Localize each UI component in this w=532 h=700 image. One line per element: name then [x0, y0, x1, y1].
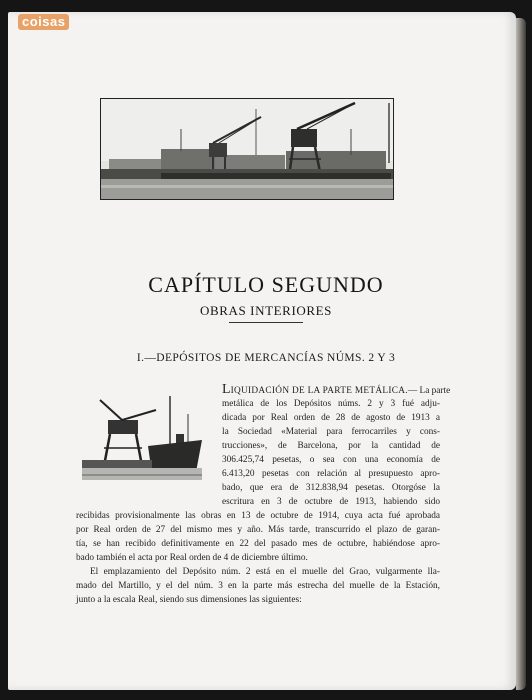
- crane-ship-photo: [78, 390, 208, 482]
- text-line: 6.413,20 pesetas con relación al presupuesto apro-: [222, 469, 440, 479]
- watermark-logo: coisas: [18, 14, 69, 30]
- harbour-cranes-illustration: [101, 99, 393, 199]
- section-heading: I.—DEPÓSITOS DE MERCANCÍAS NÚMS. 2 Y 3: [136, 352, 396, 364]
- text-line: junto a la escala Real, siendo sus dimensiones las siguientes:: [76, 595, 302, 605]
- lead-rest: — La parte: [407, 386, 451, 396]
- chapter-subtitle: OBRAS INTERIORES: [199, 303, 333, 318]
- text-line: mado del Martillo, y el del núm. 3 en la parte más estrecha del muelle de la Estación,: [76, 581, 440, 591]
- harbour-cranes-photo: [100, 98, 394, 200]
- text-line: trucciones», de Barcelona, por la cantidad de: [222, 441, 440, 451]
- text-line: bado también el acta por Real orden de 4 de diciembre último.: [76, 553, 308, 563]
- text-line: El emplazamiento del Depósito núm. 2 está en el muelle del Grao, vulgarmente lla-: [90, 567, 440, 577]
- lead-small-caps: IQUIDACIÓN DE LA PARTE METÁLICA.: [230, 386, 408, 396]
- text-line: metálica de los Depósitos núms. 2 y 3 fué adju-: [222, 399, 440, 409]
- text-line: bado, que era de 312.838,94 pesetas. Otorgóse la: [222, 483, 440, 493]
- text-line: dicada por Real orden de 28 de agosto de 1913 a: [222, 413, 440, 423]
- chapter-title: CAPÍTULO SEGUNDO: [148, 272, 384, 297]
- crane-ship-illustration: [78, 390, 208, 482]
- text-line: 306.425,74 pesetas, o sea con una economía de: [222, 455, 440, 465]
- paragraph-lead-line: [222, 382, 451, 398]
- text-line: por Real orden de 27 del mismo mes y año. Más tarde, transcurrido el plazo de garan-: [76, 525, 440, 535]
- text-line: escritura en 3 de octubre de 1913, habiendo sido: [222, 497, 440, 507]
- lead-initial: L: [222, 382, 231, 397]
- title-divider: [229, 322, 303, 323]
- text-line: recibidas provisionalmente las obras en 13 de octubre de 1914, cuya acta fué aprobada: [76, 511, 440, 521]
- text-line: la Sociedad «Material para ferrocarriles y cons-: [222, 427, 440, 437]
- text-line: tía, se han recibido definitivamente en 22 del pasado mes de octubre, habiéndose apro-: [76, 539, 440, 549]
